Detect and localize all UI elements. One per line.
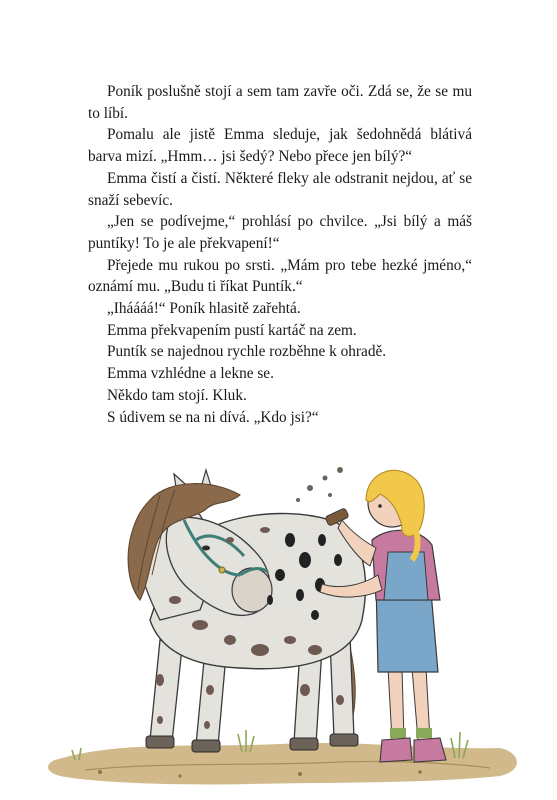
girl-shoe <box>414 738 446 762</box>
paragraph: Emma čistí a čistí. Některé fleky ale odstranit nejdou, ať se snaží sebevíc. <box>88 169 472 209</box>
paragraph: „Iháááá!“ Poník hlasitě zařehtá. <box>107 300 301 318</box>
paragraph: Přejede mu rukou po srsti. „Mám pro tebe hezké jméno,“ oznámí mu. „Budu ti říkat Puntík.“ <box>88 256 472 296</box>
paragraph: Někdo tam stojí. Kluk. <box>107 386 247 404</box>
paragraph: Emma vzhlédne a lekne se. <box>107 365 274 383</box>
pony-grooming-illustration <box>0 440 557 800</box>
paragraph: Pomalu ale jistě Emma sleduje, jak šedohnědá blátivá barva mizí. „Hmm… jsi šedý? Nebo přece jen bílý?“ <box>88 126 472 166</box>
paragraph: S údivem se na ni dívá. „Kdo jsi?“ <box>107 408 319 426</box>
paragraph: Emma překvapením pustí kartáč na zem. <box>107 321 357 339</box>
girl-eye <box>378 504 382 508</box>
ground <box>48 743 517 784</box>
flying-dirt <box>296 467 343 502</box>
paragraph: Poník poslušně stojí a sem tam zavře oči. Zdá se, že se mu to líbí. <box>88 83 472 122</box>
girl-sock <box>390 728 406 738</box>
girl-bib <box>384 552 428 600</box>
girl-sock <box>416 728 432 738</box>
paragraph: Puntík se najednou rychle rozběhne k ohradě. <box>107 343 387 361</box>
paragraph: „Jen se podívejme,“ prohlásí po chvilce. „Jsi bílý a máš puntíky! To je ale překvapení!“ <box>88 213 472 252</box>
girl-shoe <box>380 738 412 762</box>
story-text <box>88 81 472 428</box>
